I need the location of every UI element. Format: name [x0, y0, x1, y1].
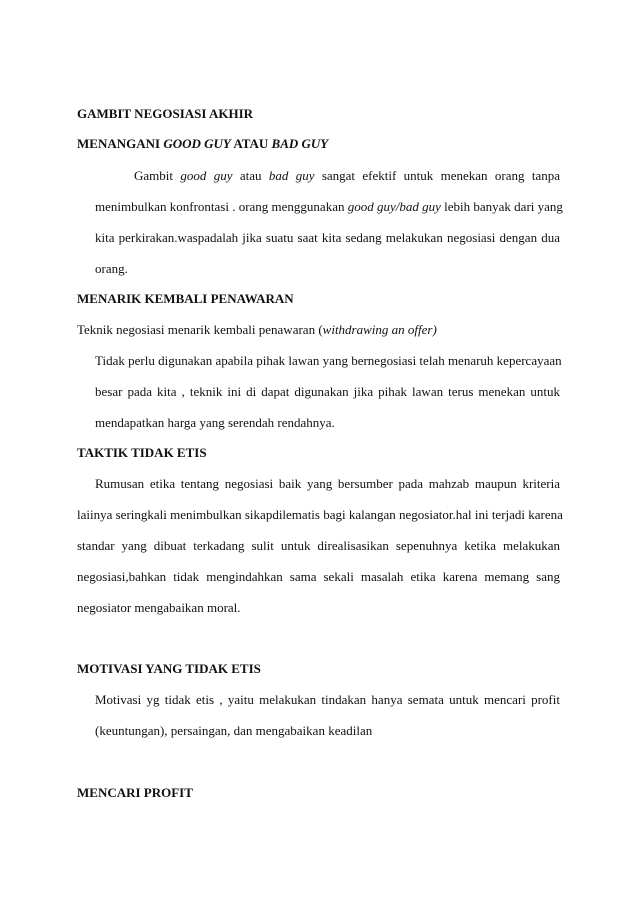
subheading-good-guy-bad-guy: MENANGANI GOOD GUY ATAU BAD GUY — [77, 136, 329, 151]
menarik-line-3: besar pada kita , teknik ini di dapat digunakan jika pihak lawan terus menekan untuk — [95, 384, 560, 399]
taktik-line-5: negosiator mengabaikan moral. — [77, 600, 241, 615]
heading-mencari-profit: MENCARI PROFIT — [77, 785, 193, 800]
heading-gambit: GAMBIT NEGOSIASI AKHIR — [77, 106, 254, 121]
taktik-line-1: Rumusan etika tentang negosiasi baik yang bersumber pada mahzab maupun kriteria — [95, 476, 560, 491]
menarik-line-2: Tidak perlu digunakan apabila pihak lawan yang bernegosiasi telah menaruh kepercayaan — [95, 353, 562, 368]
heading-taktik-tidak-etis: TAKTIK TIDAK ETIS — [77, 445, 207, 460]
motivasi-line-2: (keuntungan), persaingan, dan mengabaikan keadilan — [95, 723, 373, 738]
gambit-line-3: kita perkirakan.waspadalah jika suatu saat kita sedang melakukan negosiasi dengan dua — [95, 230, 560, 245]
heading-menarik-kembali: MENARIK KEMBALI PENAWARAN — [77, 291, 294, 306]
taktik-line-4: negosiasi,bahkan tidak mengindahkan sama sekali masalah etika karena memang sang — [77, 569, 560, 584]
taktik-line-2: laiinya seringkali menimbulkan sikapdilematis bagi kalangan negosiator.hal ini terjadi karena — [77, 507, 563, 522]
taktik-line-3: standar yang dibuat terkadang sulit untuk direalisasikan sepenuhnya ketika melakukan — [77, 538, 560, 553]
menarik-line-4: mendapatkan harga yang serendah rendahnya. — [95, 415, 335, 430]
gambit-line-2: menimbulkan konfrontasi . orang menggunakan good guy/bad guy lebih banyak dari yang — [95, 199, 563, 214]
gambit-line-4: orang. — [95, 261, 128, 276]
menarik-line-1: Teknik negosiasi menarik kembali penawaran (withdrawing an offer) — [77, 322, 437, 337]
gambit-line-1: Gambit good guy atau bad guy sangat efektif untuk menekan orang tanpa — [134, 168, 560, 183]
heading-motivasi: MOTIVASI YANG TIDAK ETIS — [77, 661, 261, 676]
motivasi-line-1: Motivasi yg tidak etis , yaitu melakukan tindakan hanya semata untuk mencari profit — [95, 692, 560, 707]
